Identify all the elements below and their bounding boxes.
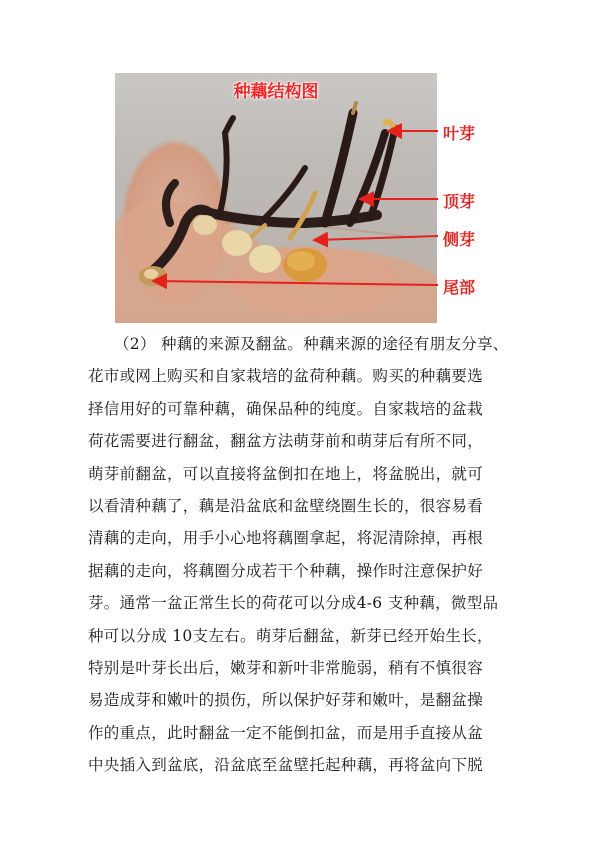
text-line: 特别是叶芽长出后，嫩芽和新叶非常脆弱，稍有不慎很容 <box>88 659 484 678</box>
text-line: 作的重点，此时翻盆一定不能倒扣盆，而是用手直接从盆 <box>88 723 484 742</box>
text-line: 以看清种藕了，藕是沿盆底和盆壁绕圈生长的，很容易看 <box>88 497 484 516</box>
text-line: 择信用好的可靠种藕，确保品种的纯度。自家栽培的盆栽 <box>88 399 484 418</box>
text-line: 花市或网上购买和自家栽培的盆荷种藕。购买的种藕要选 <box>88 367 484 386</box>
text-line: （2） 种藕的来源及翻盆。种藕来源的途径有朋友分享、 <box>114 335 509 353</box>
rhizome-illustration <box>115 73 437 323</box>
lotus-rhizome-photo <box>115 73 437 323</box>
text-line: 清藕的走向，用手小心地将藕圈拿起，将泥清除掉，再根 <box>88 529 484 548</box>
text-line: 芽。通常一盆正常生长的荷花可以分成4-6 支种藕，微型品 <box>88 594 499 613</box>
label-side-bud: 侧芽 <box>443 230 476 249</box>
label-top-bud: 顶芽 <box>443 192 476 211</box>
text-line: 萌芽前翻盆，可以直接将盆倒扣在地上，将盆脱出，就可 <box>88 464 484 483</box>
lotus-seed-root-figure <box>115 73 437 323</box>
text-line: 易造成芽和嫩叶的损伤，所以保护好芽和嫩叶，是翻盆操 <box>88 691 484 710</box>
label-tail: 尾部 <box>443 278 476 297</box>
text-line: 据藕的走向，将藕圈分成若干个种藕，操作时注意保护好 <box>88 561 484 580</box>
figure-title: 种藕结构图 <box>233 82 319 102</box>
text-line: 种可以分成 10支左右。萌芽后翻盆，新芽已经开始生长， <box>88 626 493 645</box>
paragraph <box>88 328 518 782</box>
label-leaf-bud: 叶芽 <box>443 124 476 143</box>
body-text <box>88 328 518 782</box>
text-line: 荷花需要进行翻盆，翻盆方法萌芽前和萌芽后有所不同， <box>88 432 484 451</box>
text-line: 中央插入到盆底，沿盆底至盆壁托起种藕，再将盆向下脱 <box>88 756 484 775</box>
